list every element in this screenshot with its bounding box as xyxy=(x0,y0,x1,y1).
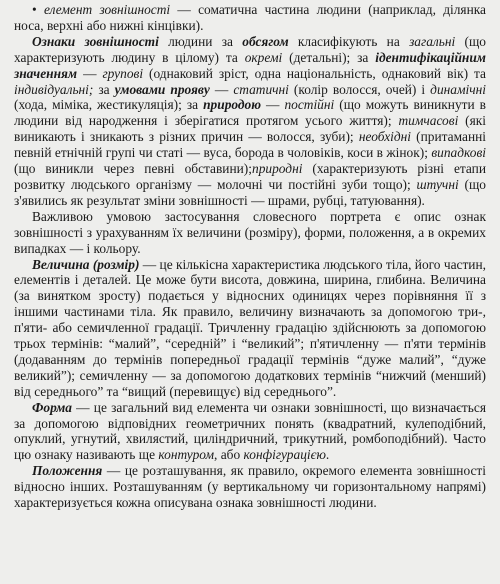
text-run: — xyxy=(209,81,234,97)
italic-term: динамічні xyxy=(430,81,486,97)
term-emphasis: умовами прояву xyxy=(114,81,210,97)
paragraph-position xyxy=(14,463,486,511)
paragraph-important-condition xyxy=(14,209,486,257)
text-run: (однаковий зріст, одна національність, однаковий вік) та xyxy=(143,65,487,81)
text-run: (хода, міміка, жестикуляція); за xyxy=(14,97,204,113)
term-emphasis: Ознаки зовнішності xyxy=(32,33,159,49)
italic-term: елемент зовнішності xyxy=(43,2,171,17)
italic-term: групові xyxy=(102,65,144,81)
term-emphasis: природою xyxy=(203,97,262,113)
text-run: , або xyxy=(214,447,244,463)
italic-term: індивідуальні; xyxy=(14,81,94,97)
text-run: (що з'явились як результат зміни зовнішності — шрами, рубці, татуювання). xyxy=(14,176,486,208)
text-run: класифікують на xyxy=(288,33,410,49)
text-run: (колір волосся, очей) і xyxy=(288,81,431,97)
text-run: — це загальний вид елемента чи ознаки зовнішності, що визначається за допомогою відповідних геометричних понять (квадратний, кулеподібний, опуклий, угнутий, хвилястий, циліндричний, трикутний, ромбоподібний). Часто цю ознаку називають ще xyxy=(14,399,486,463)
text-run: людини за xyxy=(158,33,243,49)
text-run: (що виникли через певні обставини); xyxy=(14,161,252,177)
text-run: (характеризують різні етапи розвитку людського організму — молочні чи постійні зуби тощо); xyxy=(14,161,487,192)
italic-term: окремі xyxy=(244,49,283,65)
paragraph-shape xyxy=(14,400,486,464)
italic-term: випадкові xyxy=(431,145,486,161)
italic-term: загальні xyxy=(409,33,456,49)
text-run: (які виникають і зникають з різних причин — волосся, зуби); xyxy=(14,113,486,145)
text-run: (детальні); за xyxy=(282,49,376,65)
text-run: — соматична частина людини (наприклад, ділянка носа, верхні або нижні кінцівки). xyxy=(14,2,486,33)
term-heading xyxy=(32,400,72,415)
term-emphasis: Положення xyxy=(32,463,103,479)
text-run: . xyxy=(325,447,330,463)
term-heading xyxy=(32,34,159,49)
paragraph-signs-classification xyxy=(14,34,486,209)
term-emphasis: Величина (розмір) xyxy=(32,256,140,272)
text-run: за xyxy=(93,81,115,97)
paragraph-size xyxy=(14,257,486,400)
text-run: (що можуть виникнути в людини від народження і зберігатися протягом усього життя); xyxy=(14,97,486,129)
text-run: — xyxy=(77,65,103,81)
term-heading xyxy=(203,97,261,112)
paragraph-bullet-element xyxy=(14,2,486,34)
text-run: Важливою умовою застосування словесного портрета є опис ознак зовнішності з урахуванням їх величини (розміру), форми, положення, а в окремих випадках — і кольору. xyxy=(14,208,486,256)
text-run: — це розташування, як правило, окремого елемента зовнішності відносно інших. Розташуванням (у вертикальному чи горизонтальному напрямі) характеризується кожна описувана ознака зовнішності людини. xyxy=(14,463,486,511)
text-run: — xyxy=(261,97,285,113)
text-run: — це кількісна характеристика людського тіла, його частин, елементів і деталей. Це може бути висота, довжина, ширина, глибина. Величина (за винятком зросту) подається у відносних одиницях через порівняння її з іншими частинами тіла. Як правило, величину визначають за допомогою три-, п'яти- або семичленної градації. Тричленну градацію здійснюють за допомогою трьох термінів: “малий”, “середній” і “великий”; п'ятичленну — п'яти термінів (додаванням до термінів попередньої градації термінів “дуже малий”, “дуже великий”); семичленну — за допомогою додаткових термінів “нижчий (менший) від середнього” та “вищий (перевищує) від середнього”. xyxy=(14,256,486,399)
text-run: (що характеризують людину в цілому) та xyxy=(14,33,486,65)
italic-term: постійні xyxy=(284,97,335,113)
italic-term: контуром xyxy=(158,447,214,463)
term-emphasis: ідентифікаційним значенням xyxy=(14,49,486,81)
italic-term: природні xyxy=(252,161,303,177)
term-emphasis: обсягом xyxy=(242,33,289,49)
term-heading xyxy=(115,82,210,97)
italic-term: тимчасові xyxy=(398,113,459,129)
term-heading xyxy=(32,257,139,272)
italic-term: статичні xyxy=(233,81,289,97)
term-emphasis: Форма xyxy=(32,399,72,415)
term-heading xyxy=(242,34,288,49)
text-run: • xyxy=(32,2,44,17)
italic-term: конфігурацією xyxy=(243,447,326,463)
text-run: (притаманні певній етнічній групі чи статі — вуса, борода в чоловіків, коси в жінок); xyxy=(14,129,487,161)
italic-term: необхідні xyxy=(358,129,412,145)
term-heading xyxy=(32,463,102,478)
italic-term: штучні xyxy=(416,176,459,192)
